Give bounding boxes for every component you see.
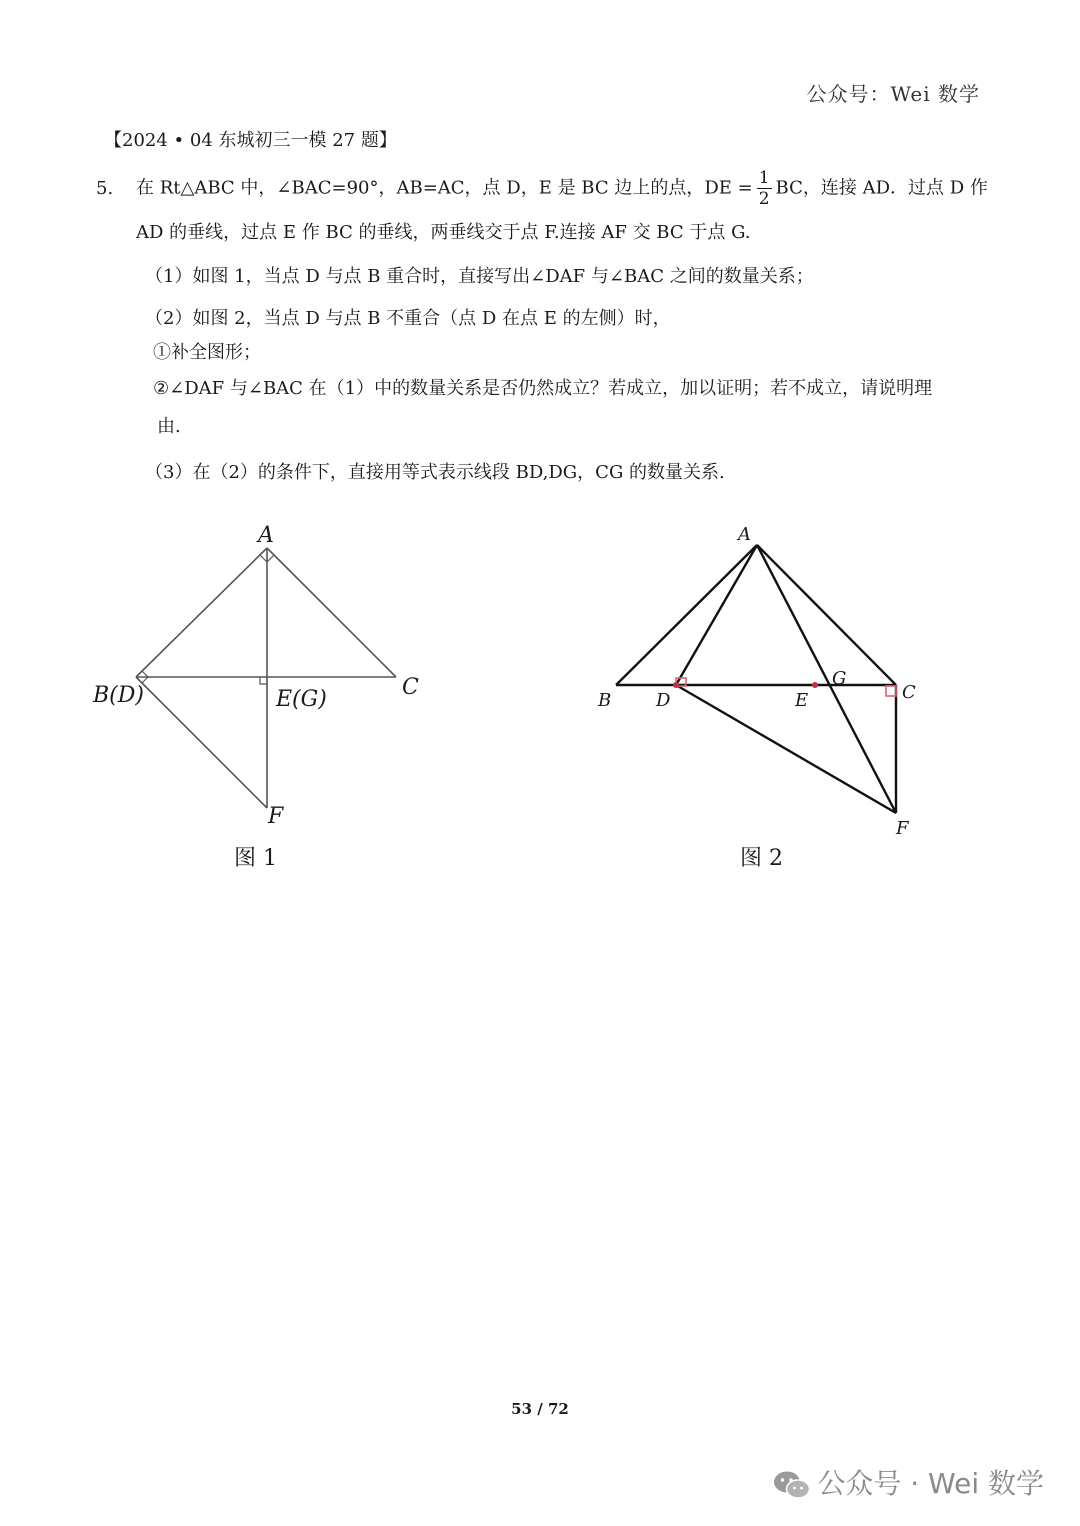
- part-2-a: ①补全图形；: [153, 342, 261, 363]
- fig2-right-angle-C: [886, 686, 896, 696]
- part-2-b-continued: 由.: [157, 416, 181, 437]
- fig2-label-C: C: [902, 682, 916, 703]
- part-3: （3）在（2）的条件下，直接用等式表示线段 BD,DG，CG 的数量关系.: [145, 462, 725, 483]
- fig2-segment-AB: [616, 545, 757, 685]
- watermark: [773, 1462, 1044, 1502]
- question-number: 5.: [96, 177, 114, 199]
- figure-2: [616, 545, 896, 813]
- fig1-label-A: A: [258, 523, 274, 548]
- question-intro: 在 Rt△ABC 中，∠BAC=90°，AB=AC，点 D，E 是 BC 边上的点，DE =: [136, 177, 753, 199]
- question-source: 【2024 • 04 东城初三一模 27 题】: [104, 130, 397, 151]
- fig2-label-F: F: [896, 818, 909, 839]
- question-line2: AD 的垂线，过点 E 作 BC 的垂线，两垂线交于点 F.连接 AF 交 BC 于点 G.: [136, 222, 751, 243]
- fig1-label-C: C: [402, 675, 419, 700]
- fig2-label-B: B: [598, 690, 612, 711]
- fig1-label-BD: B(D): [93, 683, 144, 708]
- fig1-label-F: F: [268, 804, 284, 829]
- part-2: （2）如图 2，当点 D 与点 B 不重合（点 D 在点 E 的左侧）时，: [145, 308, 671, 329]
- wechat-icon: [773, 1470, 811, 1500]
- fig2-segment-AC: [757, 545, 896, 685]
- fig2-label-E: E: [795, 690, 809, 711]
- fig1-right-angle-E: [260, 677, 267, 684]
- fig2-label-D: D: [656, 690, 671, 711]
- fraction-numerator: 1: [758, 168, 770, 188]
- fig2-label-A: A: [738, 524, 751, 545]
- fig1-caption: 图 1: [234, 846, 277, 871]
- fig1-segment-AC: [267, 548, 396, 677]
- fig2-caption: 图 2: [740, 846, 783, 871]
- part-1: （1）如图 1，当点 D 与点 B 重合时，直接写出∠DAF 与∠BAC 之间的数量关系；: [145, 266, 814, 287]
- page-number: 53 / 72: [511, 1400, 569, 1418]
- fig2-label-G: G: [832, 668, 847, 689]
- fig1-segment-AB: [136, 548, 267, 677]
- fig2-point-E: [812, 682, 818, 688]
- fig2-point-D: [673, 682, 679, 688]
- watermark-text: 公众号 · Wei 数学: [817, 1467, 1044, 1500]
- question-intro-tail: BC，连接 AD．过点 D 作: [775, 177, 988, 199]
- fig1-label-EG: E(G): [276, 687, 327, 712]
- fig1-segment-BF: [136, 677, 267, 808]
- channel-header: 公众号：Wei 数学: [806, 82, 980, 106]
- fraction-denominator: 2: [758, 189, 770, 209]
- part-2-b: ②∠DAF 与∠BAC 在（1）中的数量关系是否仍然成立？若成立，加以证明；若不成立，请说明理: [153, 378, 933, 399]
